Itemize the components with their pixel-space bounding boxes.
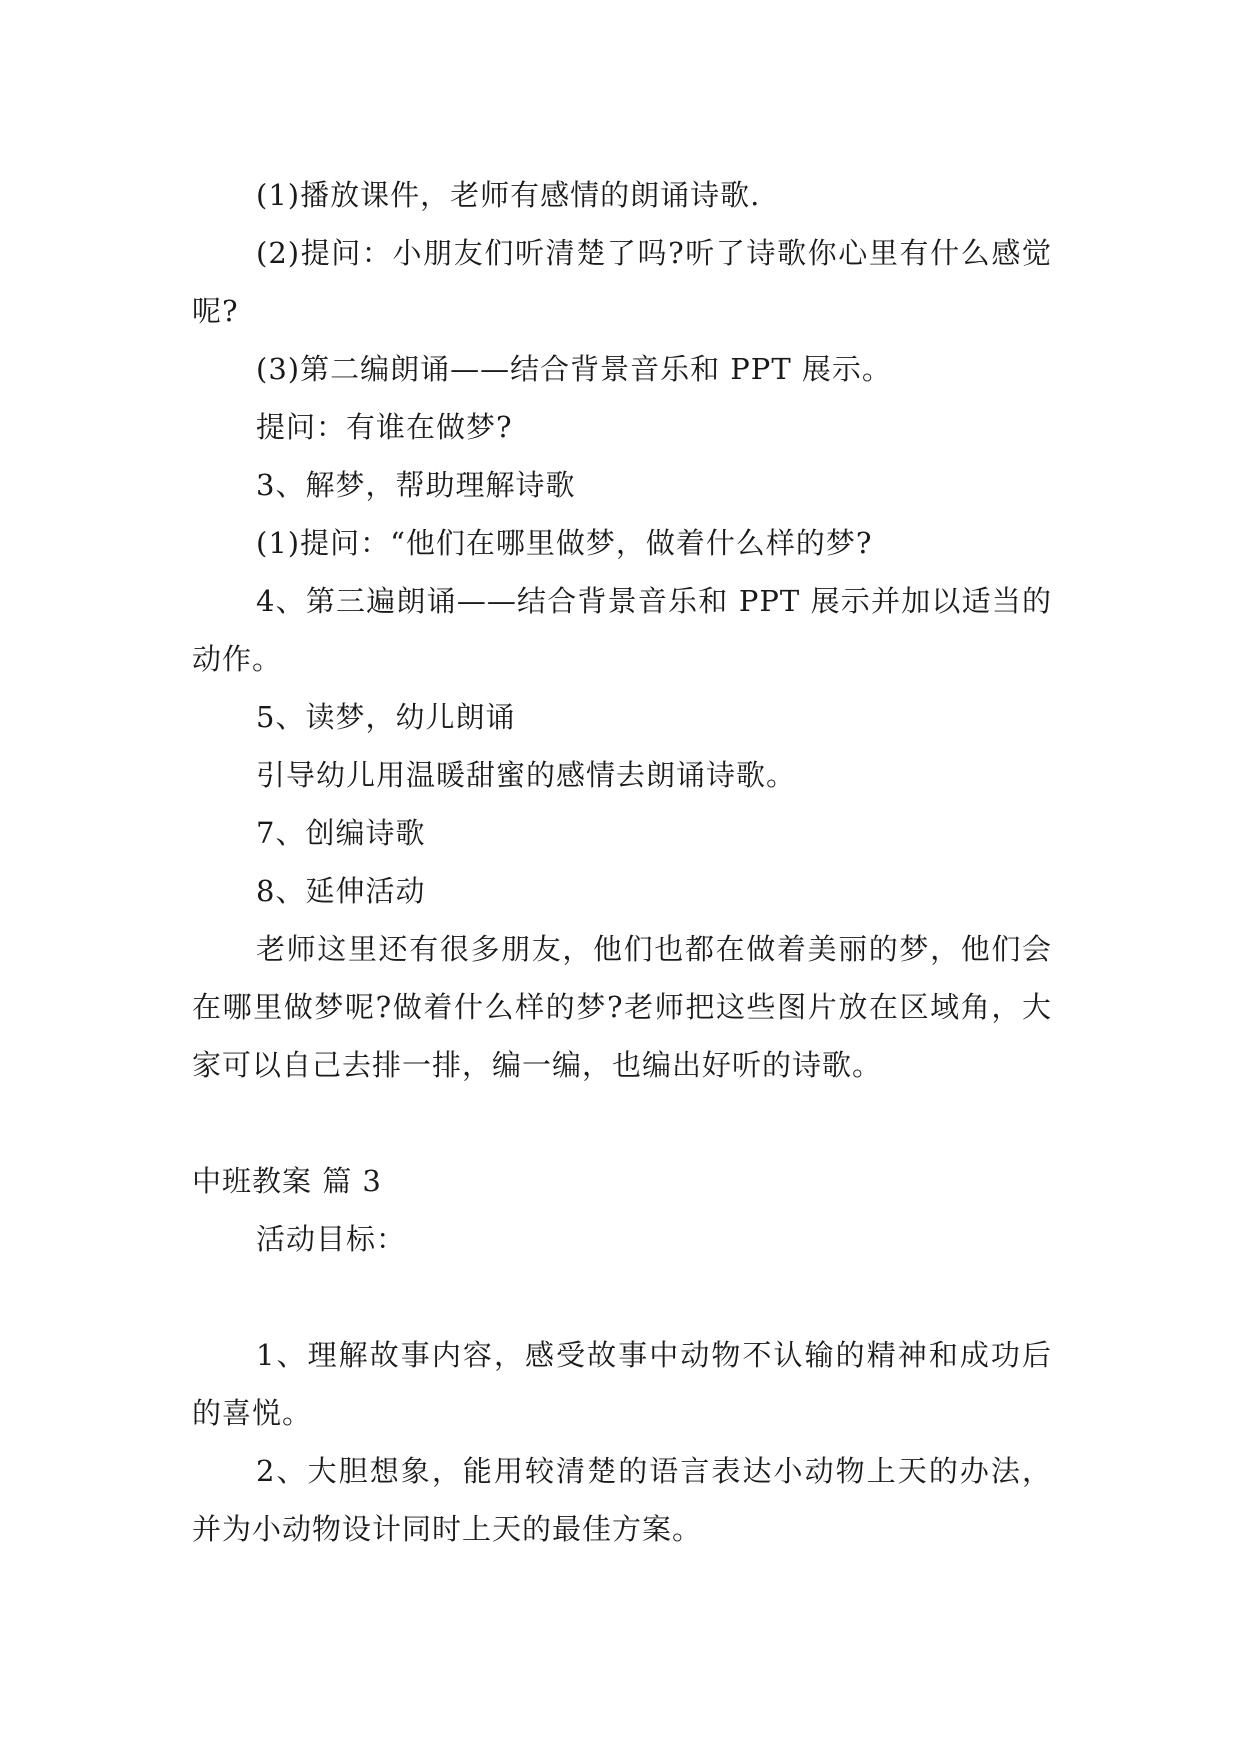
document-body [192, 166, 1052, 1558]
goals-gap [192, 1304, 1052, 1326]
paragraph: (1)提问：“他们在哪里做梦，做着什么样的梦? [256, 526, 873, 560]
paragraph: 引导幼儿用温暖甜蜜的感情去朗诵诗歌。 [256, 758, 797, 792]
paragraph: 8、延伸活动 [256, 874, 426, 908]
goal-item: 1、理解故事内容，感受故事中动物不认输的精神和成功后的喜悦。 [192, 1338, 1052, 1430]
section-title: 中班教案 篇 3 [192, 1164, 382, 1198]
paragraph: 4、第三遍朗诵——结合背景音乐和 PPT 展示并加以适当的动作。 [192, 584, 1052, 676]
paragraph: 3、解梦，帮助理解诗歌 [256, 468, 576, 502]
paragraph: 提问：有谁在做梦? [256, 410, 513, 444]
paragraph: (3)第二编朗诵——结合背景音乐和 PPT 展示。 [256, 352, 892, 386]
paragraph: (2)提问：小朋友们听清楚了吗?听了诗歌你心里有什么感觉呢? [192, 236, 1052, 328]
paragraph: 7、创编诗歌 [256, 816, 426, 850]
paragraph: 老师这里还有很多朋友，他们也都在做着美丽的梦，他们会在哪里做梦呢?做着什么样的梦?老师把这些图片放在区域角，大家可以自己去排一排，编一编，也编出好听的诗歌。 [192, 932, 1052, 1082]
goal-item: 2、大胆想象，能用较清楚的语言表达小动物上天的办法，并为小动物设计同时上天的最佳方案。 [192, 1454, 1052, 1546]
paragraph: (1)播放课件，老师有感情的朗诵诗歌. [256, 178, 761, 212]
paragraph: 5、读梦，幼儿朗诵 [256, 700, 516, 734]
section-subtitle: 活动目标： [256, 1222, 407, 1256]
section-gap [192, 1094, 1052, 1152]
